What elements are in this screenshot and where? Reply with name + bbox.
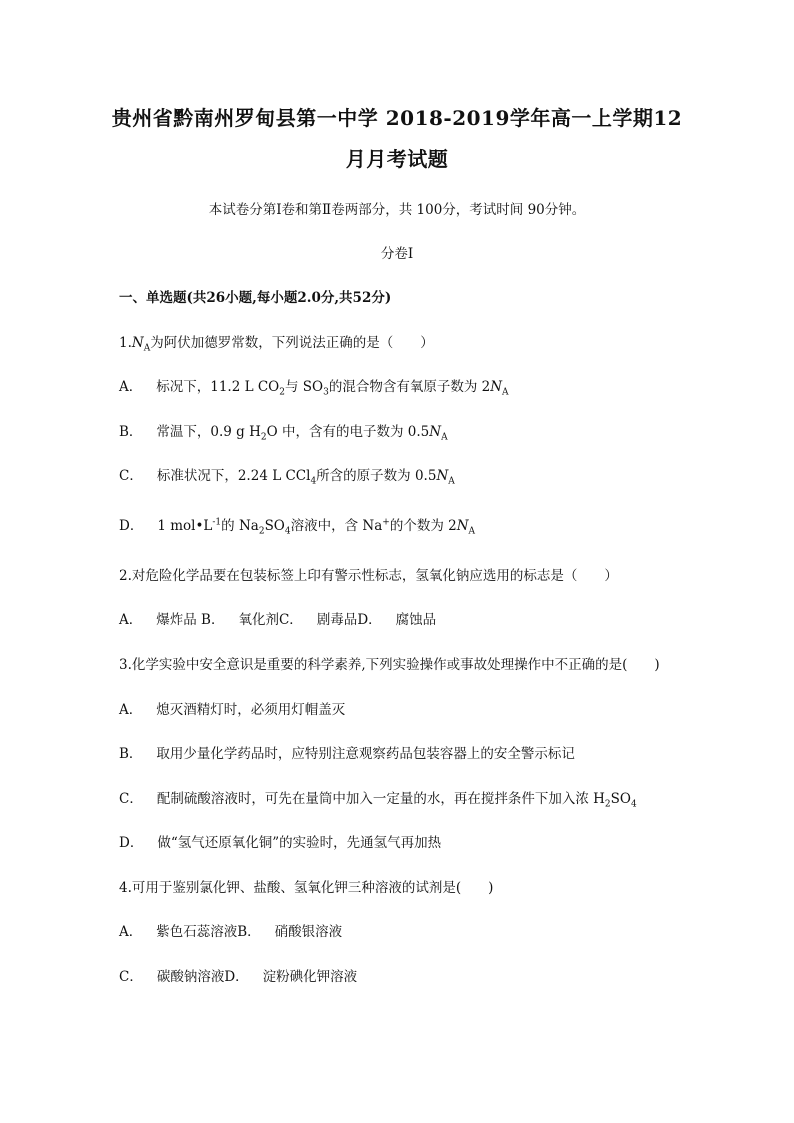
question-4-options-ab: A． 紫色石蕊溶液B． 硝酸银溶液 <box>119 924 343 940</box>
question-3-option-a: A． 熄灭酒精灯时，必须用灯帽盖灭 <box>119 702 346 718</box>
question-4-stem: 4.可用于鉴别氯化钾、盐酸、氢氧化钾三种溶液的试剂是( ) <box>119 880 494 896</box>
question-2-stem: 2.对危险化学品要在包装标签上印有警示性标志，氢氧化钠应选用的标志是（ ） <box>119 568 618 584</box>
section-label: 分卷I <box>380 246 414 262</box>
question-1-option-a: A． 标况下，11.2 L $CO_2$与 $SO_3$的混合物含有氧原子数为 $2N_A$ <box>119 379 509 398</box>
section-heading: 一、单选题(共26小题,每小题2.0分,共52分) <box>119 290 392 306</box>
exam-title-line1: 贵州省黔南州罗甸县第一中学 2018-2019学年高一上学期12 <box>111 106 683 130</box>
question-1-option-c: C． 标准状况下，2.24 L CCl$_4$所含的原子数为 $0.5N_A$ <box>119 468 455 487</box>
question-1-option-b: B． 常温下，0.9 g $H_2O$ 中，含有的电子数为 $0.5N_A$ <box>119 424 448 443</box>
question-3-option-d: D． 做“氢气还原氧化铜”的实验时，先通氢气再加热 <box>119 835 442 851</box>
question-3-option-b: B． 取用少量化学药品时，应特别注意观察药品包装容器上的安全警示标记 <box>119 746 575 762</box>
question-1-stem: $1.N_A$为阿伏加德罗常数，下列说法正确的是（ ） <box>119 335 434 354</box>
question-3-stem: 3.化学实验中安全意识是重要的科学素养,下列实验操作或事故处理操作中不正确的是( ) <box>119 657 660 673</box>
question-4-options-cd: C． 碳酸钠溶液D． 淀粉碘化钾溶液 <box>119 969 358 985</box>
question-2-options: A． 爆炸品 B． 氧化剂C． 剧毒品D． 腐蚀品 <box>119 612 437 628</box>
exam-title-line2: 月月考试题 <box>345 147 449 171</box>
exam-intro: 本试卷分第Ⅰ卷和第Ⅱ卷两部分，共 100分，考试时间 90分钟。 <box>208 202 586 218</box>
question-1-option-d: D． 1 $mol•L^{-1}$的 $Na_2SO_4$溶液中，含 Na+的个数为 $2N_A$ <box>119 517 476 537</box>
question-3-option-c: C． 配制硫酸溶液时，可先在量筒中加入一定量的水，再在搅拌条件下加入浓 $H_2SO_4$ <box>119 791 637 810</box>
